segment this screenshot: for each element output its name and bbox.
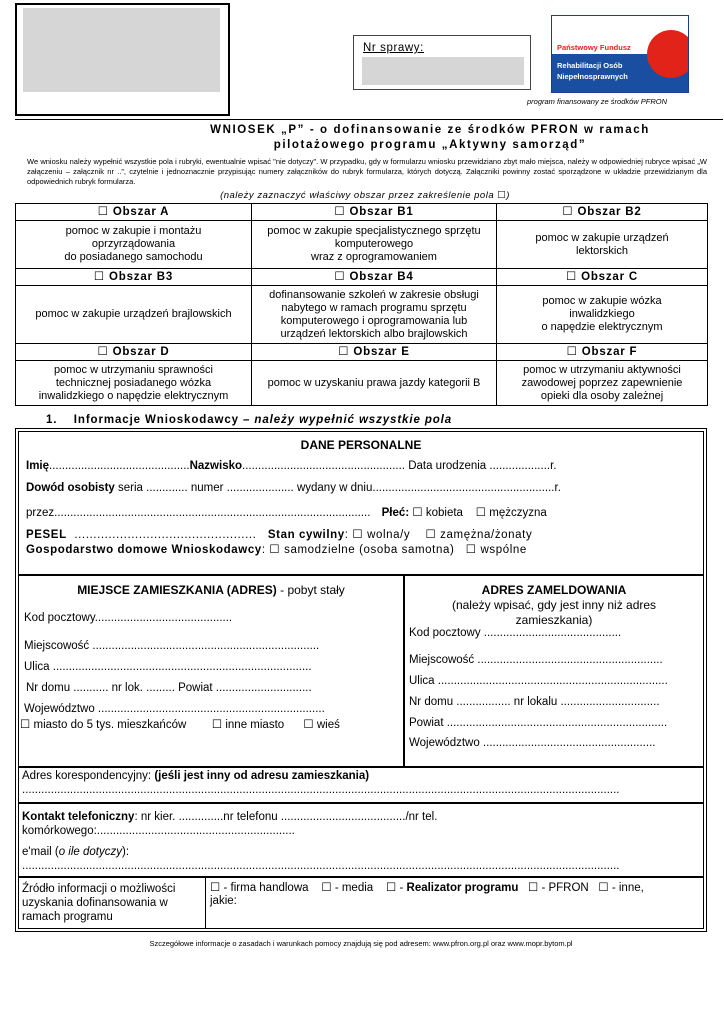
checkbox-household-alone[interactable]: ☐	[269, 544, 281, 556]
desc-line: pomoc w zakupie urządzeń	[535, 231, 669, 244]
implementer-dash: -	[399, 882, 407, 894]
checkbox-small-town[interactable]: ☐	[20, 719, 31, 731]
pesel-label: PESEL	[26, 529, 67, 541]
checkbox-b4[interactable]: ☐	[334, 270, 346, 283]
desc-line: inwalidzkiego	[569, 308, 635, 320]
residence-title	[18, 583, 404, 597]
married-label: zamężna/żonaty	[440, 529, 533, 541]
desc-line: pomoc w zakupie specjalistycznego sprzętu	[267, 225, 481, 237]
area-b4-header[interactable]	[252, 269, 497, 286]
source-label-1: Źródło informacji o możliwości	[22, 883, 176, 895]
email-row	[22, 846, 129, 858]
section-1-heading	[46, 414, 452, 426]
checkbox-other[interactable]: ☐	[598, 882, 609, 894]
implementer-label: Realizator programu	[406, 882, 519, 894]
desc-line: oprzyrządowania	[91, 238, 176, 250]
checkbox-a[interactable]: ☐	[97, 205, 109, 218]
logo-text-1: Państwowy Fundusz	[557, 43, 631, 52]
locality-type-row	[20, 717, 340, 731]
shop-label: - firma handlowa	[223, 882, 309, 894]
title-line-2: pilotażowego programu „Aktywny samorząd”	[273, 139, 587, 151]
other-city-label: inne miasto	[225, 719, 285, 731]
residence-number-county[interactable]: Nr domu ........... nr lok. ......... Powiat ..............................	[26, 682, 312, 694]
area-d-label: Obszar D	[112, 345, 170, 358]
household-shared-label: wspólne	[480, 544, 527, 556]
name-row	[26, 460, 556, 472]
desc-line: inwalidzkiego o napędzie elektrycznym	[38, 389, 229, 402]
pfron-logo	[551, 15, 689, 93]
desc-line: opieki dla osoby zależnej	[540, 389, 664, 402]
first-name-field[interactable]: ............................................	[49, 460, 190, 472]
household-alone-label: samodzielne (osoba samotna)	[284, 544, 455, 556]
area-c-desc	[497, 286, 708, 344]
source-label	[22, 882, 175, 924]
case-number-label: Nr sprawy:	[363, 42, 424, 54]
registered-voivodeship[interactable]: Województwo ......................................................	[409, 737, 656, 749]
email-label-end: ):	[121, 846, 130, 858]
checkbox-shop[interactable]: ☐	[210, 882, 221, 894]
desc-line: technicznej posiadanego wózka	[55, 376, 212, 389]
checkbox-f[interactable]: ☐	[566, 345, 578, 358]
email-note: o ile dotyczy	[58, 846, 122, 858]
source-label-3: ramach programu	[22, 911, 113, 923]
area-b1-label: Obszar B1	[349, 205, 414, 218]
registered-city[interactable]: Miejscowość ..........................................................	[409, 654, 663, 666]
desc-line: komputerowego i oprogramowania lub	[280, 314, 468, 327]
female-label: kobieta	[425, 507, 463, 519]
id-row	[26, 482, 561, 494]
registered-street[interactable]: Ulica ........................................................................	[409, 675, 668, 687]
source-label-2: uzyskania dofinansowania w	[22, 897, 168, 909]
area-b3-label: Obszar B3	[109, 270, 174, 283]
mobile-field[interactable]: komórkowego:..............................................................	[22, 825, 295, 837]
email-label: e'mail (	[22, 846, 59, 858]
issued-by-field[interactable]: przez...................................................................................................	[26, 507, 371, 519]
residence-title-bold: MIEJSCE ZAMIESZKANIA (ADRES)	[77, 583, 277, 597]
area-b1-header[interactable]	[252, 204, 497, 221]
divider	[15, 119, 723, 120]
checkbox-media[interactable]: ☐	[321, 882, 332, 894]
household-row: Gospodarstwo domowe Wnioskodawcy: ☐ samodzielne (osoba samotna) ☐ wspólne	[26, 544, 527, 556]
program-note: program finansowany ze środków PFRON	[527, 97, 668, 106]
correspondence-label-row	[22, 770, 369, 782]
phone-row	[22, 811, 437, 823]
desc-line: lektorskich	[576, 244, 628, 257]
logo-text-2a: Rehabilitacji Osób	[557, 61, 623, 70]
source-other-field[interactable]: jakie:	[210, 895, 237, 907]
checkbox-b3[interactable]: ☐	[93, 270, 106, 283]
area-b2-header[interactable]	[497, 204, 708, 221]
desc-line: pomoc w zakupie urządzeń brajlowskich	[35, 308, 232, 320]
area-d-desc	[16, 361, 252, 406]
area-b3-header[interactable]	[16, 269, 252, 286]
logo-text-2	[557, 60, 628, 82]
gender-label: Płeć	[381, 507, 406, 519]
section-note: należy wypełnić wszystkie pola	[254, 414, 453, 426]
checkbox-male[interactable]: ☐	[475, 507, 487, 519]
phone-field[interactable]: : nr kier. ..............nr telefonu ......................................./nr tel.	[134, 811, 438, 823]
area-c-header[interactable]	[497, 269, 708, 286]
checkbox-b2[interactable]: ☐	[562, 205, 574, 218]
desc-line: urządzeń lektorskich albo brajlowskich	[280, 327, 468, 340]
desc-line: komputerowego	[334, 238, 414, 250]
birth-date-field[interactable]: Data urodzenia ...................r.	[408, 460, 557, 472]
issued-row: przez................................................................................................... Płeć: ☐ kobieta ☐ mężczyzna	[26, 507, 547, 519]
checkbox-b1[interactable]: ☐	[334, 205, 346, 218]
area-e-label: Obszar E	[353, 345, 410, 358]
last-name-field[interactable]: ...................................................	[242, 460, 405, 472]
correspondence-label: Adres korespondencyjny:	[22, 770, 152, 782]
desc-line: wraz z oprogramowaniem	[311, 251, 437, 263]
id-card-label: Dowód osobisty	[26, 482, 115, 494]
registered-subtitle-1: (należy wpisać, gdy jest inny niż adres	[451, 598, 657, 612]
desc-line: pomoc w utrzymaniu aktywności	[523, 363, 681, 376]
hint-text: (należy zaznaczyć właściwy obszar przez zakreślenie pola ☐)	[220, 190, 510, 201]
desc-line: dofinansowanie szkoleń w zakresie obsługi	[269, 288, 479, 301]
desc-line: nabytego w ramach programu sprzętu	[281, 301, 467, 314]
area-f-desc	[497, 361, 708, 406]
desc-line: zawodowej poprzez zapewnienie	[521, 376, 683, 389]
desc-line: pomoc w uzyskaniu prawa jazdy kategorii B	[267, 376, 481, 389]
section-number: 1.	[46, 414, 58, 426]
area-c-label: Obszar C	[581, 270, 638, 283]
desc-line: o napędzie elektrycznym	[541, 321, 663, 333]
checkbox-married[interactable]: ☐	[425, 529, 437, 541]
other-label: - inne,	[611, 882, 644, 894]
case-number-field[interactable]	[362, 57, 524, 85]
area-e-desc	[252, 361, 497, 406]
area-e-header[interactable]	[252, 344, 497, 361]
registered-postal-code[interactable]: Kod pocztowy ...........................................	[409, 627, 622, 639]
last-name-label: Nazwisko	[189, 460, 243, 472]
registered-subtitle	[404, 598, 704, 612]
email-field[interactable]: ...........................................................................................................................................................................................	[22, 860, 620, 872]
pesel-row: PESEL ................................................ Stan cywilny: ☐ wolna/y ☐ zamężna/żonaty	[26, 529, 533, 541]
area-d-header[interactable]	[16, 344, 252, 361]
correspondence-note: (jeśli jest inny od adresu zamieszkania)	[154, 770, 370, 782]
checkbox-single[interactable]: ☐	[352, 529, 364, 541]
residence-title-rest: - pobyt stały	[280, 583, 345, 597]
checkbox-d[interactable]: ☐	[97, 345, 109, 358]
area-f-label: Obszar F	[581, 345, 638, 358]
area-b1-desc	[252, 221, 497, 269]
checkbox-household-shared[interactable]: ☐	[465, 544, 477, 556]
source-divider	[205, 877, 206, 929]
areas-table	[15, 203, 708, 406]
checkbox-pfron[interactable]: ☐	[527, 882, 539, 894]
checkbox-female[interactable]: ☐	[412, 507, 423, 519]
registered-number[interactable]: Nr domu ................. nr lokalu ...............................	[409, 696, 660, 708]
desc-line: pomoc w utrzymaniu sprawności	[54, 363, 213, 376]
area-b4-desc	[252, 286, 497, 344]
section-label: Informacje Wnioskodawcy –	[73, 414, 251, 426]
pfron-label: - PFRON	[541, 882, 589, 894]
area-f-header[interactable]	[497, 344, 708, 361]
title-line-1: WNIOSEK „P” - o dofinansowanie ze środków PFRON w ramach	[210, 124, 650, 136]
logo-circle	[647, 30, 689, 78]
checkbox-village[interactable]: ☐	[303, 719, 314, 731]
registered-title: ADRES ZAMELDOWANIA	[481, 583, 627, 597]
area-b3-desc	[16, 286, 252, 344]
media-label: - media	[334, 882, 374, 894]
small-town-label: miasto do 5 tys. mieszkańców	[33, 719, 187, 731]
pesel-field[interactable]: ................................................	[74, 529, 257, 541]
residence-postal-code[interactable]: Kod pocztowy...........................................	[24, 612, 233, 624]
stamp-field[interactable]	[23, 8, 220, 92]
phone-label: Kontakt telefoniczny	[22, 811, 135, 823]
area-b2-label: Obszar B2	[577, 205, 642, 218]
personal-data-title: DANE PERSONALNE	[300, 438, 422, 452]
document-title	[180, 123, 680, 153]
source-options	[210, 880, 644, 894]
marital-status-label: Stan cywilny	[267, 529, 345, 541]
area-a-label: Obszar A	[112, 205, 170, 218]
registered-county[interactable]: Powiat .....................................................................	[409, 717, 668, 729]
single-label: wolna/y	[367, 529, 411, 541]
area-a-header[interactable]	[16, 204, 252, 221]
intro-text: We wniosku należy wypełnić wszystkie pola i rubryki, ewentualnie wpisać "nie dotyczy". W przypadku, gdy w formularzu wniosku przewidziano zbyt mało miejsca, należy w odpowiedniej rubryce wpisać „W załączeniu – załącznik nr ..”, czytelnie i jednoznacznie przypisując numery załączników do rubryk formularza, których dotyczą. Załączniki powinny zostać sporządzone w układzie przewidzianym dla odpowiednich rubryk formularza.	[27, 157, 707, 186]
logo-text-2b: Niepełnosprawnych	[557, 72, 628, 81]
registered-subtitle-2: zamieszkania)	[515, 613, 593, 627]
area-a-desc	[16, 221, 252, 269]
residence-street[interactable]: Ulica .................................................................................	[24, 661, 312, 673]
area-b2-desc	[497, 221, 708, 269]
first-name-label: Imię	[26, 460, 50, 472]
checkbox-implementer[interactable]: ☐	[385, 882, 397, 894]
id-card-field[interactable]: seria ............. numer ..................... wydany w dniu.........................................................r.	[118, 482, 561, 494]
registered-subtitle-b	[404, 613, 704, 627]
desc-line: do posiadanego samochodu	[64, 251, 203, 263]
desc-line: pomoc w zakupie i montażu	[65, 225, 202, 237]
footer-note: Szczegółowe informacje o zasadach i warunkach pomocy znajdują się pod adresem: www.pfron.org.pl oraz www.mopr.bytom.pl	[149, 939, 573, 948]
residence-city[interactable]: Miejscowość .......................................................................	[24, 640, 320, 652]
checkbox-e[interactable]: ☐	[338, 345, 350, 358]
correspondence-field[interactable]: ...........................................................................................................................................................................................	[22, 784, 620, 796]
household-label: Gospodarstwo domowe Wnioskodawcy	[26, 544, 262, 556]
village-label: wieś	[316, 719, 340, 731]
residence-voivodeship[interactable]: Województwo .......................................................................	[24, 703, 325, 715]
checkbox-c[interactable]: ☐	[565, 270, 578, 283]
male-label: mężczyzna	[489, 507, 547, 519]
area-b4-label: Obszar B4	[349, 270, 414, 283]
desc-line: pomoc w zakupie wózka	[542, 295, 662, 307]
checkbox-other-city[interactable]: ☐	[211, 719, 223, 731]
